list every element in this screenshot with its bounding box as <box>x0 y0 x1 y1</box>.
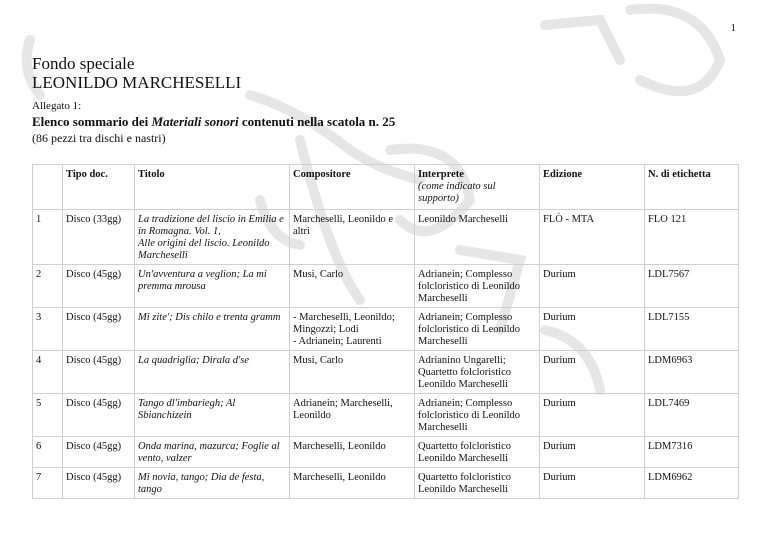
cell-num: 4 <box>33 351 63 394</box>
cell-num: 2 <box>33 265 63 308</box>
elenco-italic: Materiali sonori <box>151 114 239 129</box>
cell-edizione: Durium <box>540 351 645 394</box>
cell-tipo: Disco (45gg) <box>63 308 135 351</box>
cell-tipo: Disco (45gg) <box>63 437 135 468</box>
cell-compositore: Marcheselli, Leonildo e altri <box>290 210 415 265</box>
cell-num: 5 <box>33 394 63 437</box>
cell-titolo: Mi novia, tango; Dia de festa, tango <box>135 468 290 499</box>
cell-interprete: Leonildo Marcheselli <box>415 210 540 265</box>
cell-etichetta: LDL7155 <box>645 308 739 351</box>
cell-etichetta: LDM7316 <box>645 437 739 468</box>
elenco-title <box>32 114 395 130</box>
table-row <box>33 210 739 265</box>
col-header-num <box>33 165 63 210</box>
elenco-suffix: contenuti nella scatola n. 25 <box>238 114 396 129</box>
cell-compositore: Marcheselli, Leonildo <box>290 437 415 468</box>
interprete-note: (come indicato sul supporto) <box>418 181 496 204</box>
cell-titolo: Tango dl'imbariegh; Al Sbianchizein <box>135 394 290 437</box>
table-row <box>33 308 739 351</box>
col-header-tipo: Tipo doc. <box>63 165 135 210</box>
cell-edizione: Durium <box>540 437 645 468</box>
cell-num: 6 <box>33 437 63 468</box>
cell-compositore: Musi, Carlo <box>290 265 415 308</box>
cell-num: 1 <box>33 210 63 265</box>
table-row <box>33 265 739 308</box>
cell-interprete: Adrianein; Complesso folcloristico di Leonildo Marcheselli <box>415 308 540 351</box>
cell-etichetta: LDL7469 <box>645 394 739 437</box>
table-row <box>33 351 739 394</box>
cell-titolo: La quadriglia; Dirala d'se <box>135 351 290 394</box>
cell-edizione: Durium <box>540 265 645 308</box>
cell-tipo: Disco (33gg) <box>63 210 135 265</box>
cell-etichetta: LDM6963 <box>645 351 739 394</box>
table-row <box>33 437 739 468</box>
fondo-name: LEONILDO MARCHESELLI <box>32 73 242 92</box>
inventory-table <box>32 164 739 499</box>
cell-titolo: Mi zite'; Dis chilo e trenta gramm <box>135 308 290 351</box>
cell-interprete: Adrianino Ungarelli; Quartetto folcloristico Leonildo Marcheselli <box>415 351 540 394</box>
cell-compositore: - Marcheselli, Leonildo; Mingozzi; Lodi - Adrianein; Laurenti <box>290 308 415 351</box>
table-row <box>33 468 739 499</box>
interprete-label: Interprete <box>418 169 464 180</box>
cell-interprete: Adrianein; Complesso folcloristico di Leonildo Marcheselli <box>415 265 540 308</box>
col-header-compositore: Compositore <box>290 165 415 210</box>
fondo-title: Fondo speciale <box>32 54 135 73</box>
cell-edizione: FLÒ - MTA <box>540 210 645 265</box>
allegato-label: Allegato 1: <box>32 100 82 112</box>
cell-compositore: Musi, Carlo <box>290 351 415 394</box>
cell-tipo: Disco (45gg) <box>63 468 135 499</box>
cell-edizione: Durium <box>540 468 645 499</box>
col-header-interprete <box>415 165 540 210</box>
cell-interprete: Adrianein; Complesso folcloristico di Leonildo Marcheselli <box>415 394 540 437</box>
col-header-etichetta: N. di etichetta <box>645 165 739 210</box>
cell-tipo: Disco (45gg) <box>63 265 135 308</box>
cell-tipo: Disco (45gg) <box>63 351 135 394</box>
cell-titolo: Onda marina, mazurca; Foglie al vento, valzer <box>135 437 290 468</box>
cell-num: 7 <box>33 468 63 499</box>
cell-etichetta: FLO 121 <box>645 210 739 265</box>
document-header <box>32 54 395 146</box>
table-row <box>33 394 739 437</box>
cell-num: 3 <box>33 308 63 351</box>
cell-tipo: Disco (45gg) <box>63 394 135 437</box>
pezzi-count: (86 pezzi tra dischi e nastri) <box>32 131 166 145</box>
cell-etichetta: LDL7567 <box>645 265 739 308</box>
cell-titolo: Un'avventura a veglion; La mi premma mrousa <box>135 265 290 308</box>
cell-compositore: Adrianein; Marcheselli, Leonildo <box>290 394 415 437</box>
cell-titolo: La tradizione del liscio in Emilia e in Romagna. Vol. 1, Alle origini del liscio. Leonildo Marcheselli <box>135 210 290 265</box>
page-number: 1 <box>730 22 736 34</box>
cell-edizione: Durium <box>540 394 645 437</box>
cell-interprete: Quartetto folcloristico Leonildo Marcheselli <box>415 468 540 499</box>
cell-compositore: Marcheselli, Leonildo <box>290 468 415 499</box>
col-header-edizione: Edizione <box>540 165 645 210</box>
cell-edizione: Durium <box>540 308 645 351</box>
cell-etichetta: LDM6962 <box>645 468 739 499</box>
cell-interprete: Quartetto folcloristico Leonildo Marcheselli <box>415 437 540 468</box>
table-header-row <box>33 165 739 210</box>
elenco-prefix: Elenco sommario dei <box>32 114 152 129</box>
col-header-titolo: Titolo <box>135 165 290 210</box>
